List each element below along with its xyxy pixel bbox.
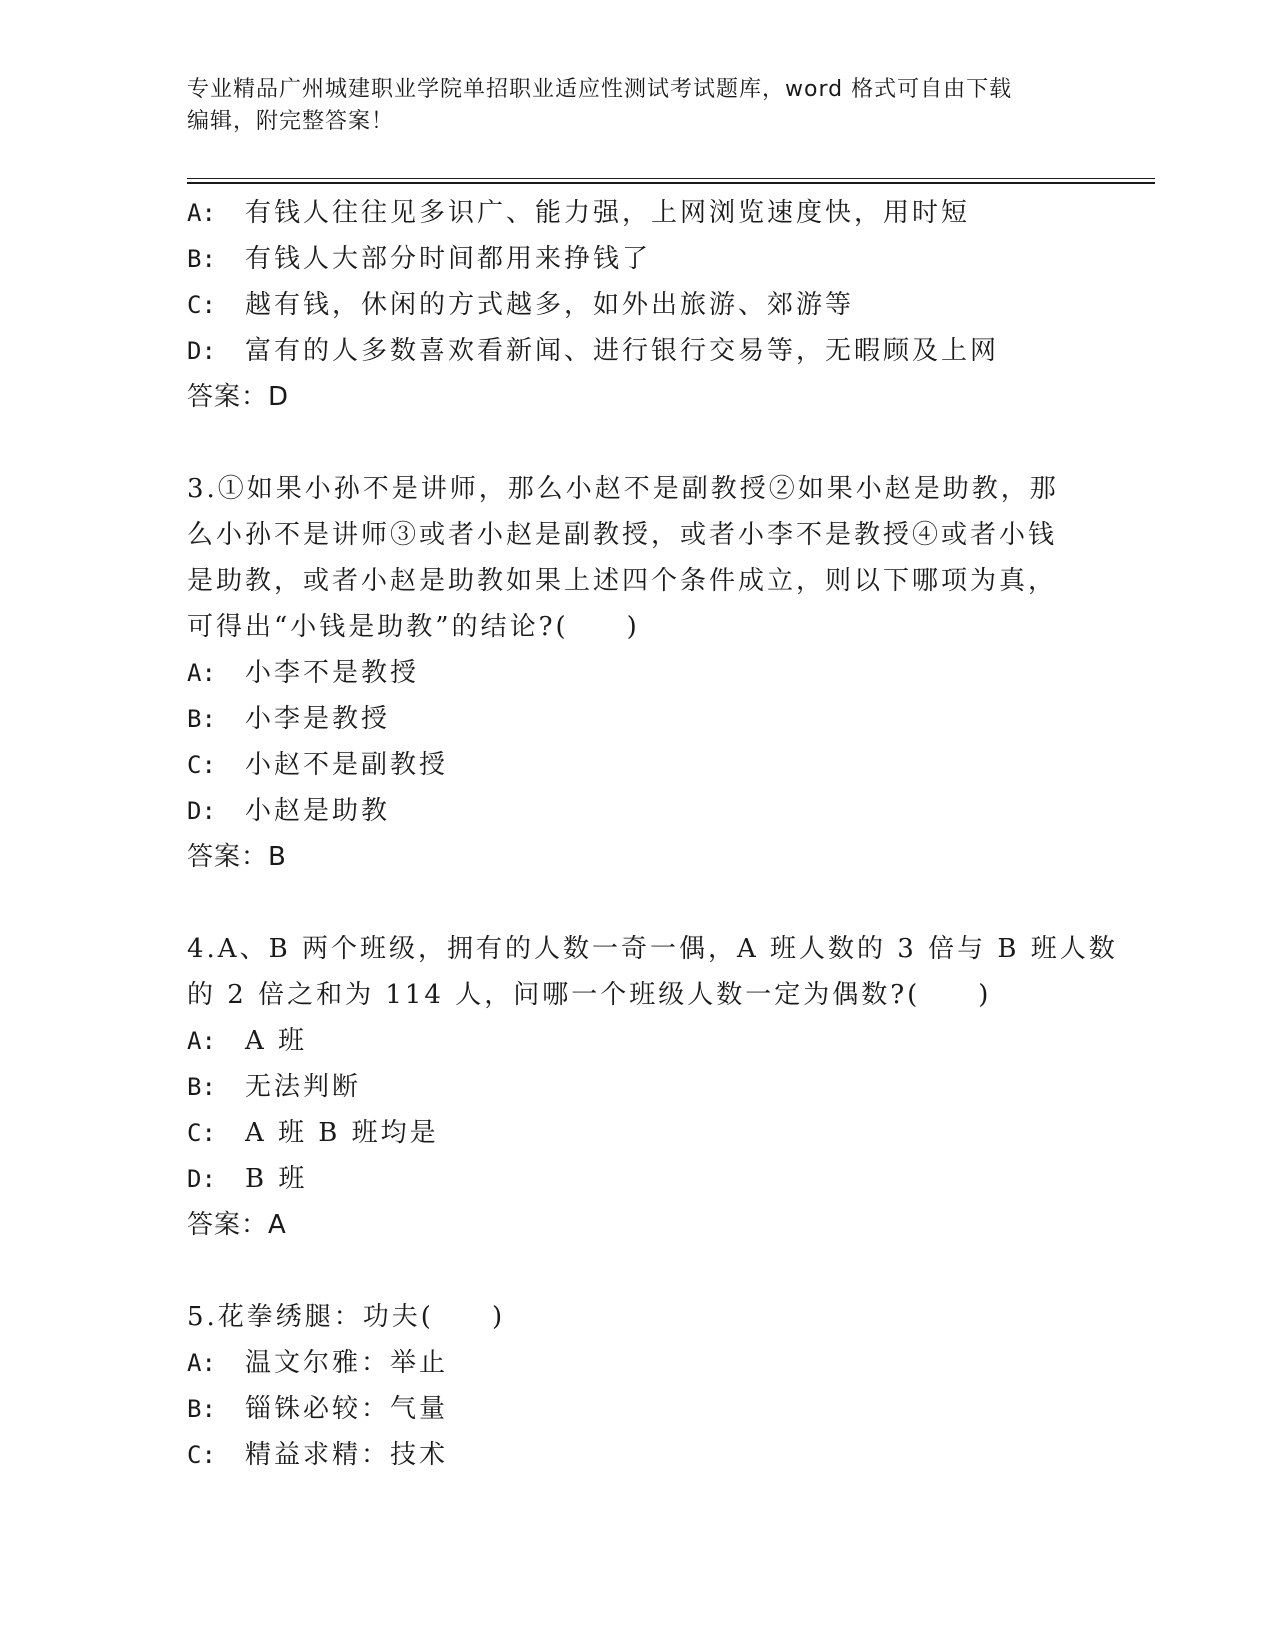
question-stem: [187, 1294, 1087, 1340]
stem-line: 可得出“小钱是助教”的结论?( ): [187, 612, 640, 642]
option-c: [187, 1110, 1087, 1156]
option-text: 富有的人多数喜欢看新闻、进行银行交易等，无暇顾及上网: [245, 336, 1000, 366]
option-text: A 班 B 班均是: [245, 1118, 439, 1148]
option-text: A 班: [245, 1026, 308, 1056]
header-line-2: 编辑，附完整答案！: [187, 109, 395, 134]
option-c: [187, 282, 1087, 328]
header-divider-thick: [187, 182, 1155, 184]
option-d: [187, 328, 1087, 374]
option-a: [187, 650, 1087, 696]
option-c: [187, 1432, 1087, 1478]
question-4: [187, 926, 1118, 1248]
option-text: B 班: [245, 1164, 308, 1194]
option-b: [187, 1386, 1087, 1432]
option-text: 有钱人往往见多识广、能力强，上网浏览速度快，用时短: [245, 198, 971, 228]
option-letter: A:: [187, 1349, 216, 1377]
option-b: [187, 236, 1087, 282]
option-letter: C:: [187, 751, 216, 779]
question-stem: [187, 926, 1118, 1018]
option-text: 温文尔雅：举止: [245, 1348, 449, 1378]
question-content: [187, 190, 1118, 1478]
option-text: 无法判断: [245, 1072, 362, 1102]
option-letter: D:: [187, 797, 216, 825]
option-d: [187, 788, 1087, 834]
option-letter: D:: [187, 337, 216, 365]
option-text: 锱铢必较：气量: [245, 1394, 449, 1424]
option-letter: A:: [187, 1027, 216, 1055]
option-text: 小李是教授: [245, 704, 391, 734]
option-letter: B:: [187, 705, 216, 733]
answer-line: 答案：D: [187, 382, 290, 412]
stem-line: 5.花拳绣腿：功夫( ): [187, 1302, 506, 1332]
option-text: 精益求精：技术: [245, 1440, 449, 1470]
option-b: [187, 696, 1087, 742]
option-d: [187, 1156, 1087, 1202]
stem-line: 4.A、B 两个班级，拥有的人数一奇一偶，A 班人数的 3 倍与 B 班人数: [187, 934, 1118, 964]
option-letter: A:: [187, 659, 216, 687]
stem-line: 么小孙不是讲师③或者小赵是副教授，或者小李不是教授④或者小钱: [187, 520, 1058, 550]
option-letter: B:: [187, 1395, 216, 1423]
question-5: [187, 1294, 1087, 1478]
header-divider-thin: [187, 178, 1155, 179]
stem-line: 3.①如果小孙不是讲师，那么小赵不是副教授②如果小赵是助教，那: [187, 474, 1059, 504]
option-text: 小赵是助教: [245, 796, 391, 826]
question-stem: [187, 466, 1087, 650]
option-c: [187, 742, 1087, 788]
option-text: 小赵不是副教授: [245, 750, 449, 780]
answer-line: 答案：B: [187, 842, 287, 872]
stem-line: 的 2 倍之和为 114 人，问哪一个班级人数一定为偶数?( ): [187, 980, 992, 1010]
header-line-1: 专业精品广州城建职业学院单招职业适应性测试考试题库，word 格式可自由下载: [187, 77, 1013, 102]
option-b: [187, 1064, 1087, 1110]
option-a: [187, 1018, 1087, 1064]
option-text: 小李不是教授: [245, 658, 420, 688]
option-text: 有钱人大部分时间都用来挣钱了: [245, 244, 652, 274]
question-2-options: [187, 190, 1087, 420]
option-letter: D:: [187, 1165, 216, 1193]
option-letter: C:: [187, 291, 216, 319]
page-header: [187, 74, 1087, 138]
option-letter: C:: [187, 1441, 216, 1469]
option-letter: C:: [187, 1119, 216, 1147]
option-letter: B:: [187, 245, 216, 273]
stem-line: 是助教，或者小赵是助教如果上述四个条件成立，则以下哪项为真，: [187, 566, 1058, 596]
option-a: [187, 190, 1087, 236]
option-letter: B:: [187, 1073, 216, 1101]
question-3: [187, 466, 1087, 880]
option-text: 越有钱，休闲的方式越多，如外出旅游、郊游等: [245, 290, 855, 320]
answer-line: 答案：A: [187, 1210, 287, 1240]
option-a: [187, 1340, 1087, 1386]
option-letter: A:: [187, 199, 216, 227]
